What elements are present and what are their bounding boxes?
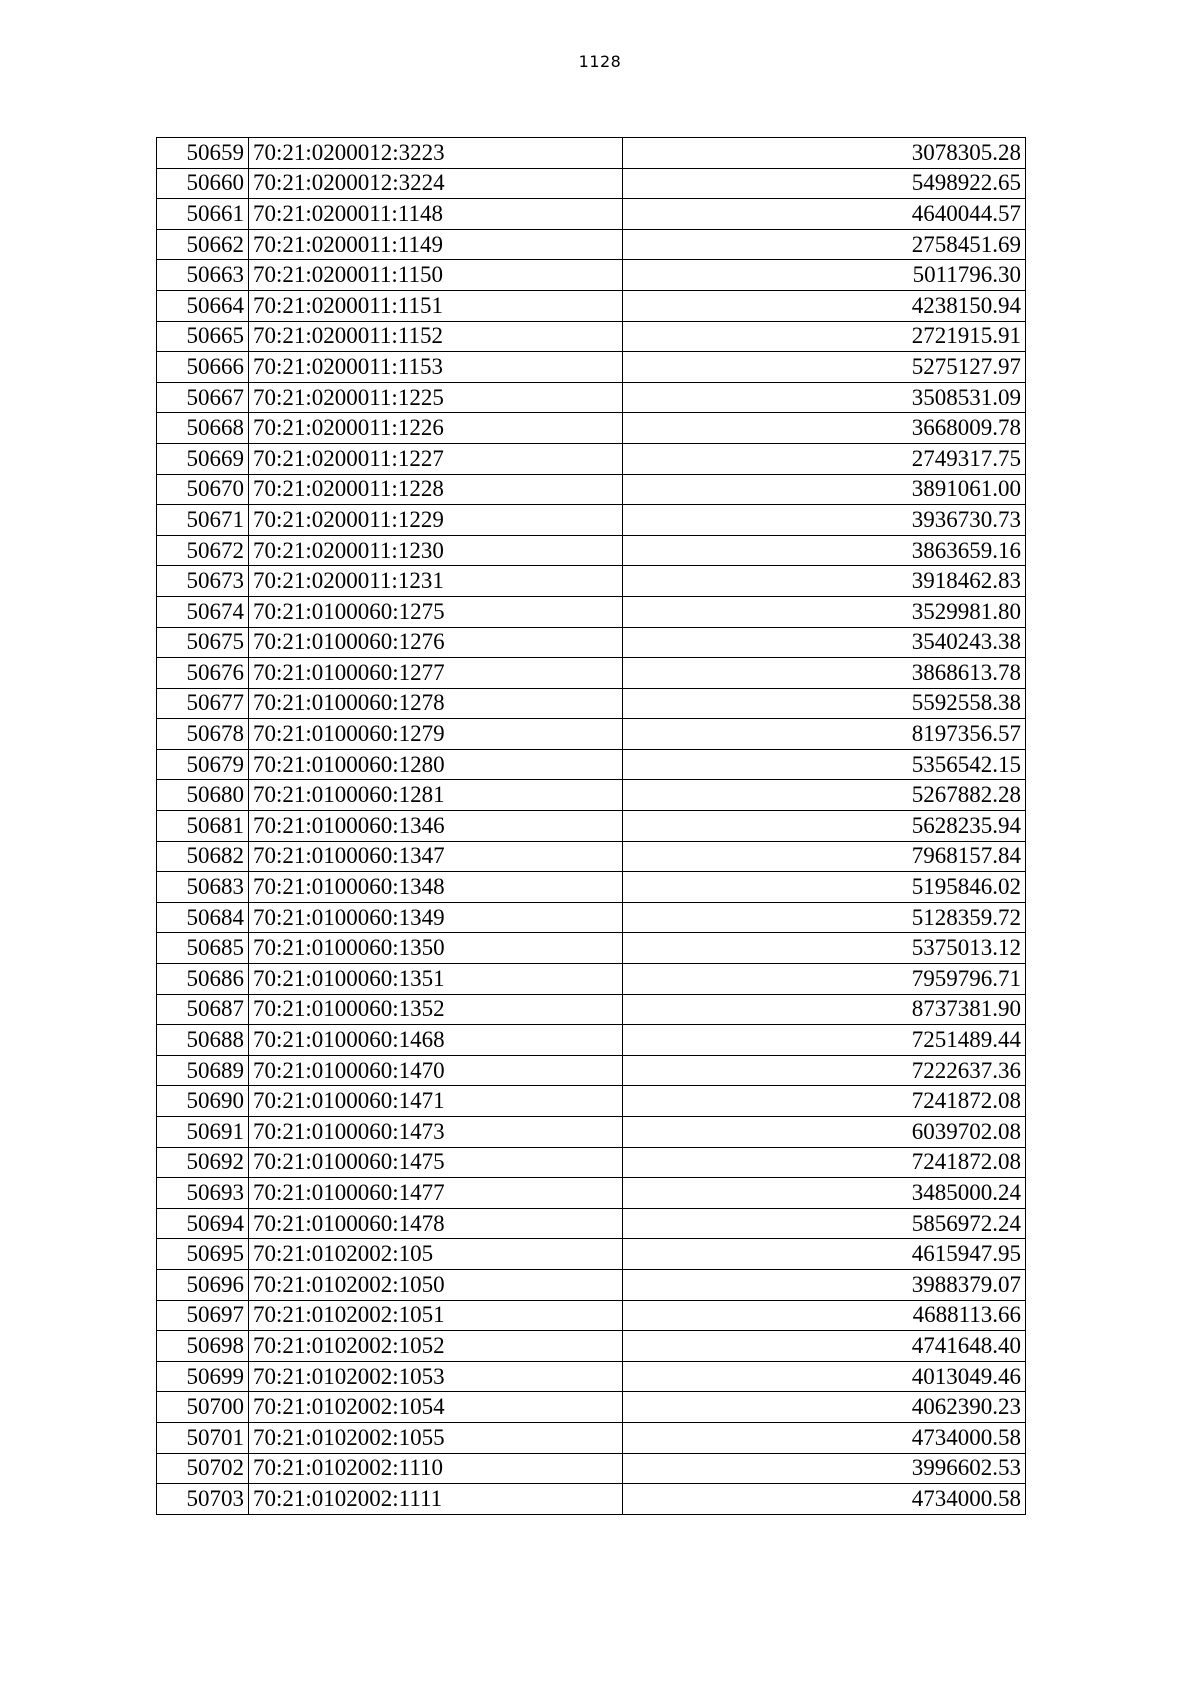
value-cell: 3485000.24 <box>623 1178 1026 1209</box>
table-row <box>157 1269 1026 1300</box>
row-number-cell: 50701 <box>157 1422 249 1453</box>
table-row <box>157 841 1026 872</box>
cadastral-number-cell: 70:21:0102002:1110 <box>249 1453 623 1484</box>
value-cell: 4615947.95 <box>623 1239 1026 1270</box>
cadastral-number-cell: 70:21:0102002:1050 <box>249 1269 623 1300</box>
value-cell: 5628235.94 <box>623 811 1026 842</box>
cadastral-number-cell: 70:21:0102002:1055 <box>249 1422 623 1453</box>
row-number-cell: 50698 <box>157 1331 249 1362</box>
row-number-cell: 50671 <box>157 505 249 536</box>
table-row <box>157 1055 1026 1086</box>
table-row <box>157 719 1026 750</box>
value-cell: 2721915.91 <box>623 321 1026 352</box>
cadastral-number-cell: 70:21:0100060:1277 <box>249 658 623 689</box>
cadastral-number-cell: 70:21:0102002:1054 <box>249 1392 623 1423</box>
value-cell: 5856972.24 <box>623 1208 1026 1239</box>
cadastral-number-cell: 70:21:0200011:1149 <box>249 229 623 260</box>
row-number-cell: 50676 <box>157 658 249 689</box>
table-row <box>157 505 1026 536</box>
table-row <box>157 872 1026 903</box>
table-row <box>157 382 1026 413</box>
value-cell: 4013049.46 <box>623 1361 1026 1392</box>
value-cell: 3868613.78 <box>623 658 1026 689</box>
row-number-cell: 50670 <box>157 474 249 505</box>
value-cell: 7959796.71 <box>623 964 1026 995</box>
row-number-cell: 50683 <box>157 872 249 903</box>
row-number-cell: 50663 <box>157 260 249 291</box>
table-row <box>157 596 1026 627</box>
row-number-cell: 50689 <box>157 1055 249 1086</box>
cadastral-number-cell: 70:21:0102002:1053 <box>249 1361 623 1392</box>
value-cell: 7241872.08 <box>623 1147 1026 1178</box>
cadastral-number-cell: 70:21:0200011:1226 <box>249 413 623 444</box>
table-body <box>157 138 1026 1515</box>
cadastral-number-cell: 70:21:0200011:1229 <box>249 505 623 536</box>
cadastral-number-cell: 70:21:0100060:1346 <box>249 811 623 842</box>
value-cell: 8197356.57 <box>623 719 1026 750</box>
table-row <box>157 1208 1026 1239</box>
row-number-cell: 50672 <box>157 535 249 566</box>
value-cell: 3996602.53 <box>623 1453 1026 1484</box>
table-row <box>157 229 1026 260</box>
cadastral-number-cell: 70:21:0200011:1153 <box>249 352 623 383</box>
row-number-cell: 50665 <box>157 321 249 352</box>
row-number-cell: 50667 <box>157 382 249 413</box>
cadastral-number-cell: 70:21:0100060:1275 <box>249 596 623 627</box>
table-row <box>157 566 1026 597</box>
value-cell: 3936730.73 <box>623 505 1026 536</box>
value-cell: 2758451.69 <box>623 229 1026 260</box>
value-cell: 3918462.83 <box>623 566 1026 597</box>
value-cell: 8737381.90 <box>623 994 1026 1025</box>
cadastral-number-cell: 70:21:0100060:1350 <box>249 933 623 964</box>
row-number-cell: 50687 <box>157 994 249 1025</box>
row-number-cell: 50703 <box>157 1484 249 1515</box>
row-number-cell: 50697 <box>157 1300 249 1331</box>
cadastral-number-cell: 70:21:0100060:1352 <box>249 994 623 1025</box>
cadastral-number-cell: 70:21:0100060:1475 <box>249 1147 623 1178</box>
cadastral-number-cell: 70:21:0100060:1470 <box>249 1055 623 1086</box>
cadastral-number-cell: 70:21:0200011:1151 <box>249 290 623 321</box>
row-number-cell: 50696 <box>157 1269 249 1300</box>
table-row <box>157 321 1026 352</box>
row-number-cell: 50695 <box>157 1239 249 1270</box>
row-number-cell: 50700 <box>157 1392 249 1423</box>
row-number-cell: 50692 <box>157 1147 249 1178</box>
cadastral-number-cell: 70:21:0102002:1051 <box>249 1300 623 1331</box>
table-row <box>157 352 1026 383</box>
table-row <box>157 1300 1026 1331</box>
value-cell: 7968157.84 <box>623 841 1026 872</box>
cadastral-number-cell: 70:21:0200011:1231 <box>249 566 623 597</box>
cadastral-number-cell: 70:21:0100060:1349 <box>249 902 623 933</box>
cadastral-number-cell: 70:21:0100060:1471 <box>249 1086 623 1117</box>
cadastral-number-cell: 70:21:0100060:1276 <box>249 627 623 658</box>
value-cell: 4238150.94 <box>623 290 1026 321</box>
cadastral-number-cell: 70:21:0200011:1150 <box>249 260 623 291</box>
cadastral-number-cell: 70:21:0100060:1281 <box>249 780 623 811</box>
value-cell: 6039702.08 <box>623 1117 1026 1148</box>
row-number-cell: 50666 <box>157 352 249 383</box>
table-row <box>157 1361 1026 1392</box>
cadastral-number-cell: 70:21:0200011:1230 <box>249 535 623 566</box>
row-number-cell: 50702 <box>157 1453 249 1484</box>
cadastral-number-cell: 70:21:0200012:3224 <box>249 168 623 199</box>
table-row <box>157 658 1026 689</box>
value-cell: 5375013.12 <box>623 933 1026 964</box>
cadastral-number-cell: 70:21:0100060:1280 <box>249 749 623 780</box>
value-cell: 5011796.30 <box>623 260 1026 291</box>
row-number-cell: 50684 <box>157 902 249 933</box>
table-row <box>157 627 1026 658</box>
value-cell: 4734000.58 <box>623 1484 1026 1515</box>
row-number-cell: 50674 <box>157 596 249 627</box>
value-cell: 4062390.23 <box>623 1392 1026 1423</box>
table-row <box>157 1117 1026 1148</box>
value-cell: 3863659.16 <box>623 535 1026 566</box>
table-row <box>157 1025 1026 1056</box>
table-row <box>157 964 1026 995</box>
table-row <box>157 1331 1026 1362</box>
table-row <box>157 1484 1026 1515</box>
row-number-cell: 50678 <box>157 719 249 750</box>
table-row <box>157 413 1026 444</box>
value-cell: 5275127.97 <box>623 352 1026 383</box>
value-cell: 7241872.08 <box>623 1086 1026 1117</box>
value-cell: 5498922.65 <box>623 168 1026 199</box>
value-cell: 4640044.57 <box>623 199 1026 230</box>
table-row <box>157 933 1026 964</box>
table-row <box>157 535 1026 566</box>
value-cell: 5356542.15 <box>623 749 1026 780</box>
value-cell: 5195846.02 <box>623 872 1026 903</box>
cadastral-number-cell: 70:21:0200011:1227 <box>249 443 623 474</box>
row-number-cell: 50680 <box>157 780 249 811</box>
table-row <box>157 1086 1026 1117</box>
table-row <box>157 443 1026 474</box>
cadastral-number-cell: 70:21:0200011:1228 <box>249 474 623 505</box>
cadastral-number-cell: 70:21:0100060:1347 <box>249 841 623 872</box>
value-cell: 4734000.58 <box>623 1422 1026 1453</box>
table-row <box>157 1422 1026 1453</box>
value-cell: 3891061.00 <box>623 474 1026 505</box>
cadastral-number-cell: 70:21:0100060:1477 <box>249 1178 623 1209</box>
value-cell: 3078305.28 <box>623 138 1026 169</box>
value-cell: 7251489.44 <box>623 1025 1026 1056</box>
row-number-cell: 50694 <box>157 1208 249 1239</box>
value-cell: 3540243.38 <box>623 627 1026 658</box>
table-row <box>157 780 1026 811</box>
value-cell: 3508531.09 <box>623 382 1026 413</box>
cadastral-number-cell: 70:21:0200011:1225 <box>249 382 623 413</box>
page-number: 1128 <box>578 52 622 71</box>
row-number-cell: 50659 <box>157 138 249 169</box>
value-cell: 5267882.28 <box>623 780 1026 811</box>
table-row <box>157 1178 1026 1209</box>
row-number-cell: 50688 <box>157 1025 249 1056</box>
cadastral-number-cell: 70:21:0100060:1468 <box>249 1025 623 1056</box>
row-number-cell: 50660 <box>157 168 249 199</box>
row-number-cell: 50685 <box>157 933 249 964</box>
value-cell: 3529981.80 <box>623 596 1026 627</box>
row-number-cell: 50679 <box>157 749 249 780</box>
row-number-cell: 50699 <box>157 1361 249 1392</box>
cadastral-number-cell: 70:21:0100060:1279 <box>249 719 623 750</box>
value-cell: 2749317.75 <box>623 443 1026 474</box>
cadastral-number-cell: 70:21:0102002:1111 <box>249 1484 623 1515</box>
table-row <box>157 902 1026 933</box>
cadastral-number-cell: 70:21:0100060:1478 <box>249 1208 623 1239</box>
value-cell: 3988379.07 <box>623 1269 1026 1300</box>
row-number-cell: 50675 <box>157 627 249 658</box>
table-row <box>157 1453 1026 1484</box>
table-row <box>157 199 1026 230</box>
cadastral-number-cell: 70:21:0100060:1473 <box>249 1117 623 1148</box>
table-row <box>157 290 1026 321</box>
cadastral-number-cell: 70:21:0100060:1348 <box>249 872 623 903</box>
cadastral-number-cell: 70:21:0200011:1148 <box>249 199 623 230</box>
value-cell: 3668009.78 <box>623 413 1026 444</box>
value-cell: 4688113.66 <box>623 1300 1026 1331</box>
cadastral-number-cell: 70:21:0100060:1278 <box>249 688 623 719</box>
cadastral-number-cell: 70:21:0200011:1152 <box>249 321 623 352</box>
table-row <box>157 1147 1026 1178</box>
row-number-cell: 50677 <box>157 688 249 719</box>
row-number-cell: 50681 <box>157 811 249 842</box>
data-table <box>156 137 1026 1515</box>
cadastral-number-cell: 70:21:0100060:1351 <box>249 964 623 995</box>
row-number-cell: 50693 <box>157 1178 249 1209</box>
table-row <box>157 168 1026 199</box>
row-number-cell: 50690 <box>157 1086 249 1117</box>
row-number-cell: 50662 <box>157 229 249 260</box>
table-row <box>157 688 1026 719</box>
row-number-cell: 50669 <box>157 443 249 474</box>
value-cell: 7222637.36 <box>623 1055 1026 1086</box>
table-row <box>157 1392 1026 1423</box>
cadastral-number-cell: 70:21:0102002:105 <box>249 1239 623 1270</box>
table-row <box>157 811 1026 842</box>
value-cell: 5592558.38 <box>623 688 1026 719</box>
row-number-cell: 50686 <box>157 964 249 995</box>
cadastral-number-cell: 70:21:0102002:1052 <box>249 1331 623 1362</box>
row-number-cell: 50673 <box>157 566 249 597</box>
row-number-cell: 50664 <box>157 290 249 321</box>
table-row <box>157 138 1026 169</box>
value-cell: 4741648.40 <box>623 1331 1026 1362</box>
table-row <box>157 749 1026 780</box>
table-row <box>157 260 1026 291</box>
table-row <box>157 1239 1026 1270</box>
table-row <box>157 474 1026 505</box>
row-number-cell: 50682 <box>157 841 249 872</box>
row-number-cell: 50661 <box>157 199 249 230</box>
cadastral-number-cell: 70:21:0200012:3223 <box>249 138 623 169</box>
table-row <box>157 994 1026 1025</box>
value-cell: 5128359.72 <box>623 902 1026 933</box>
row-number-cell: 50668 <box>157 413 249 444</box>
row-number-cell: 50691 <box>157 1117 249 1148</box>
